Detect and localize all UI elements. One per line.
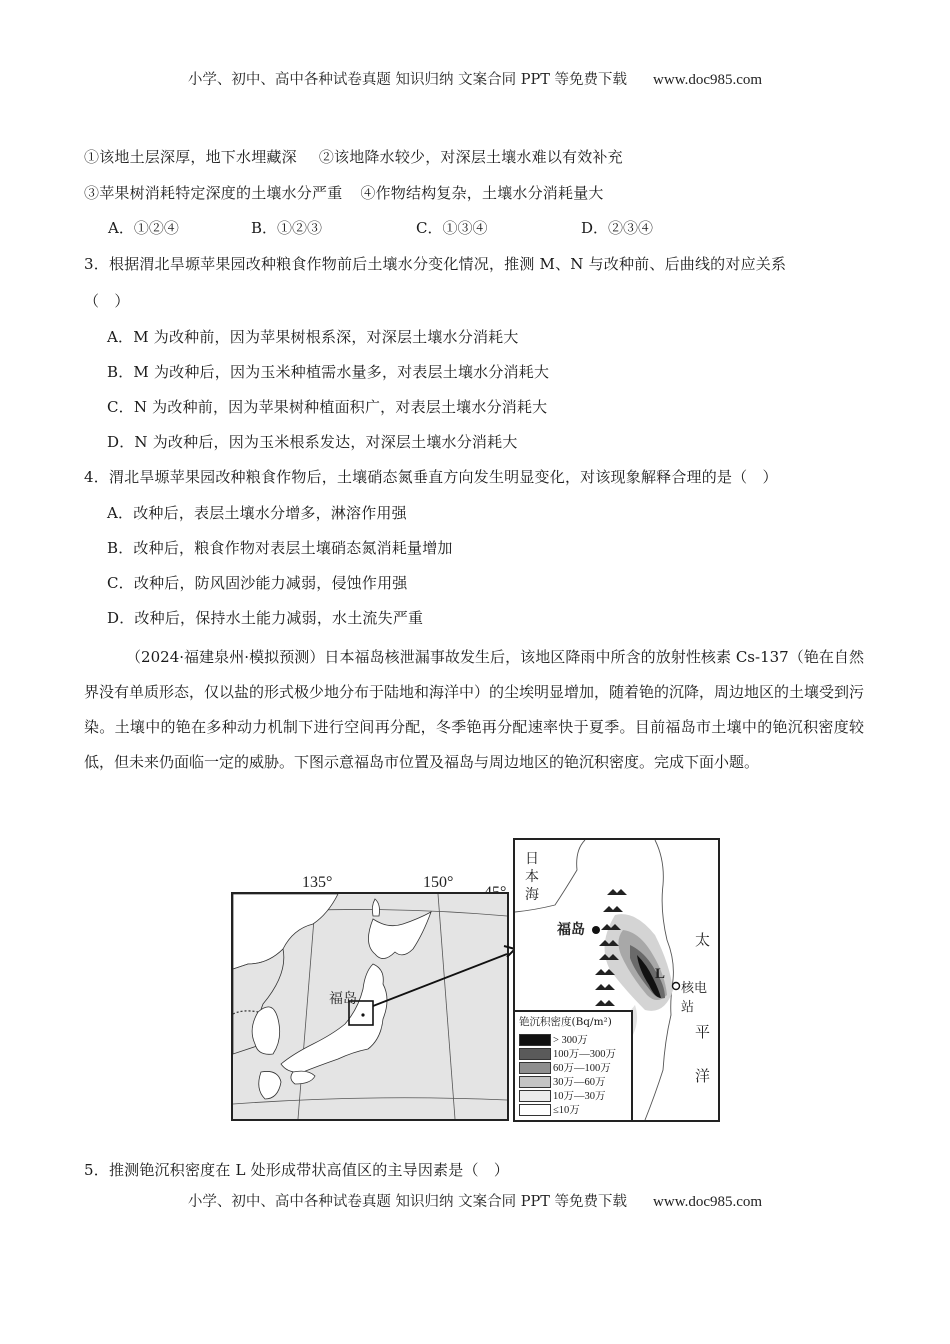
- japan-map-graphic: [233, 894, 507, 1119]
- header-text: 小学、初中、高中各种试卷真题 知识归纳 文案合同 PPT 等免费下载: [187, 72, 628, 88]
- statement-3: ③苹果树消耗特定深度的土壤水分严重: [84, 184, 343, 202]
- q3-option-a[interactable]: A．M 为改种前，因为苹果树根系深，对深层土壤水分消耗大: [107, 328, 519, 346]
- q4-stem: 4．渭北旱塬苹果园改种粮食作物后，土壤硝态氮垂直方向发生明显变化，对该现象解释合理的是（ ）: [84, 468, 778, 486]
- q2-option-d[interactable]: D．②③④: [581, 219, 654, 237]
- pacific-label-3: 洋: [695, 1067, 711, 1085]
- q3-option-d[interactable]: D．N 为改种后，因为玉米根系发达，对深层土壤水分消耗大: [107, 433, 518, 451]
- page-footer: [0, 1190, 950, 1211]
- statement-4: ④作物结构复杂，土壤水分消耗量大: [360, 184, 604, 202]
- legend-title: 铯沉积密度(Bq/m²): [519, 1016, 612, 1028]
- legend-item-6: ≤10万: [519, 1102, 580, 1115]
- q2-option-a[interactable]: A．①②④: [108, 219, 179, 237]
- zone-l-label: L: [655, 966, 666, 982]
- sea-of-japan-label: 日本海: [525, 851, 539, 903]
- legend-swatch: [519, 1076, 551, 1088]
- q3-option-b[interactable]: B．M 为改种后，因为玉米种植需水量多，对表层土壤水分消耗大: [107, 363, 550, 381]
- legend-item-5: 10万—30万: [519, 1088, 606, 1101]
- legend-swatch: [519, 1034, 551, 1046]
- q3-option-c[interactable]: C．N 为改种前，因为苹果树种植面积广，对表层土壤水分消耗大: [107, 398, 548, 416]
- fukushima-city-label: 福岛: [557, 922, 585, 938]
- legend-item-4: 30万—60万: [519, 1074, 606, 1087]
- japan-location-map: [231, 892, 509, 1121]
- statement-2: ②该地降水较少，对深层土壤水难以有效补充: [318, 148, 623, 166]
- q4-option-a[interactable]: A．改种后，表层土壤水分增多，淋溶作用强: [107, 504, 407, 522]
- legend-item-1: > 300万: [519, 1032, 588, 1045]
- legend-item-2: 100万—300万: [519, 1046, 616, 1059]
- statement-row-1: [84, 146, 623, 167]
- q4-option-b[interactable]: B．改种后，粮食作物对表层土壤硝态氮消耗量增加: [107, 539, 453, 557]
- legend-swatch: [519, 1062, 551, 1074]
- legend-swatch: [519, 1090, 551, 1102]
- cesium-density-map: [513, 838, 720, 1122]
- legend-swatch: [519, 1104, 551, 1116]
- legend-item-3: 60万—100万: [519, 1060, 611, 1073]
- reading-passage: （2024·福建泉州·模拟预测）日本福岛核泄漏事故发生后，该地区降雨中所含的放射性核素 Cs-137（铯在自然界没有单质形态，仅以盐的形式极少地分布于陆地和海洋中）的尘埃明显增加，随着铯的沉降，周边地区的土壤受到污染。土壤中的铯在多种动力机制下进行空间再分配，冬季铯再分配速率快于夏季。目前福岛市土壤中的铯沉积密度较低，但未来仍面临一定的威胁。下图示意福岛市位置及福岛与周边地区的铯沉积密度。完成下面小题。: [84, 648, 865, 771]
- q4-option-d[interactable]: D．改种后，保持水土能力减弱，水土流失严重: [107, 609, 424, 627]
- lon-label-135: 135°: [302, 874, 333, 891]
- pacific-label-1: 太: [695, 931, 711, 949]
- q2-option-b[interactable]: B．①②③: [251, 219, 323, 237]
- fukushima-label-small: 福岛: [329, 991, 357, 1007]
- statement-1: ①该地土层深厚，地下水埋藏深: [84, 148, 297, 166]
- legend-swatch: [519, 1048, 551, 1060]
- q4-option-c[interactable]: C．改种后，防风固沙能力减弱，侵蚀作用强: [107, 574, 408, 592]
- density-legend: [515, 1010, 633, 1120]
- q3-bracket: （ ）: [84, 292, 130, 310]
- lon-label-150: 150°: [423, 874, 454, 891]
- pacific-label-2: 平: [695, 1023, 711, 1041]
- statement-row-2: [84, 182, 604, 203]
- header-site-link[interactable]: www.doc985.com: [653, 72, 763, 88]
- nuclear-plant-label: 核电站: [681, 981, 708, 1015]
- q2-option-c[interactable]: C．①③④: [416, 219, 488, 237]
- footer-site-link[interactable]: www.doc985.com: [653, 1194, 763, 1210]
- page-header: [0, 68, 950, 89]
- footer-text: 小学、初中、高中各种试卷真题 知识归纳 文案合同 PPT 等免费下载: [187, 1194, 628, 1210]
- q5-stem: 5．推测铯沉积密度在 L 处形成带状高值区的主导因素是（ ）: [84, 1161, 510, 1179]
- q3-stem: 3．根据渭北旱塬苹果园改种粮食作物前后土壤水分变化情况，推测 M、N 与改种前、后曲线的对应关系: [84, 255, 787, 273]
